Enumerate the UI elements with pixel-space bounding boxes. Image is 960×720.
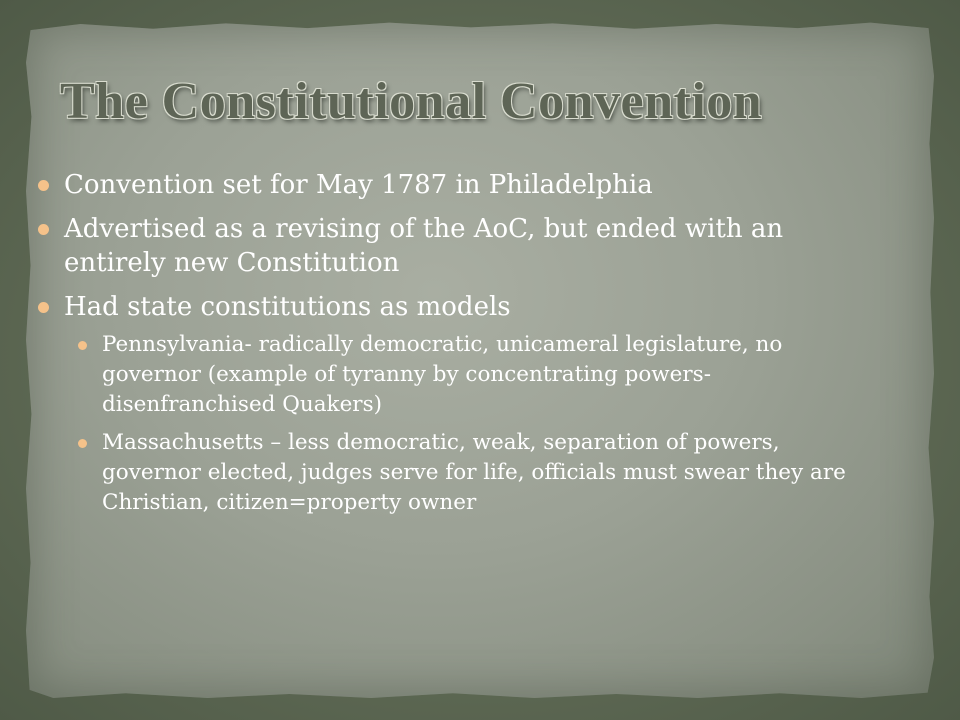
bullet-item <box>38 168 874 202</box>
bullet-text: Advertised as a revising of the AoC, but ended with an entirely new Constitution <box>64 214 784 278</box>
sub-bullet-item <box>64 428 874 518</box>
bullet-text: Had state constitutions as models <box>64 292 511 322</box>
sub-bullet-dot-icon <box>78 439 87 448</box>
sub-bullet-dot-icon <box>78 341 87 350</box>
bullet-dot-icon <box>38 224 49 235</box>
bullet-dot-icon <box>38 302 49 313</box>
sub-bullet-text: Pennsylvania- radically democratic, unicameral legislature, no governor (example of tyranny by concentrating powers- disenfranchised Quakers) <box>102 332 783 417</box>
bullet-item <box>38 290 874 518</box>
sub-bullet-text: Massachusetts – less democratic, weak, separation of powers, governor elected, judges serve for life, officials must swear they are Christian, citizen=property owner <box>102 430 846 515</box>
bullet-text: Convention set for May 1787 in Philadelphia <box>64 170 653 200</box>
slide-title: The Constitutional Convention <box>60 73 763 130</box>
slide-body <box>38 168 874 528</box>
sub-bullet-list <box>64 330 874 518</box>
bullet-dot-icon <box>38 180 49 191</box>
bullet-item <box>38 212 874 280</box>
sub-bullet-item <box>64 330 874 420</box>
bullet-list <box>38 168 874 518</box>
